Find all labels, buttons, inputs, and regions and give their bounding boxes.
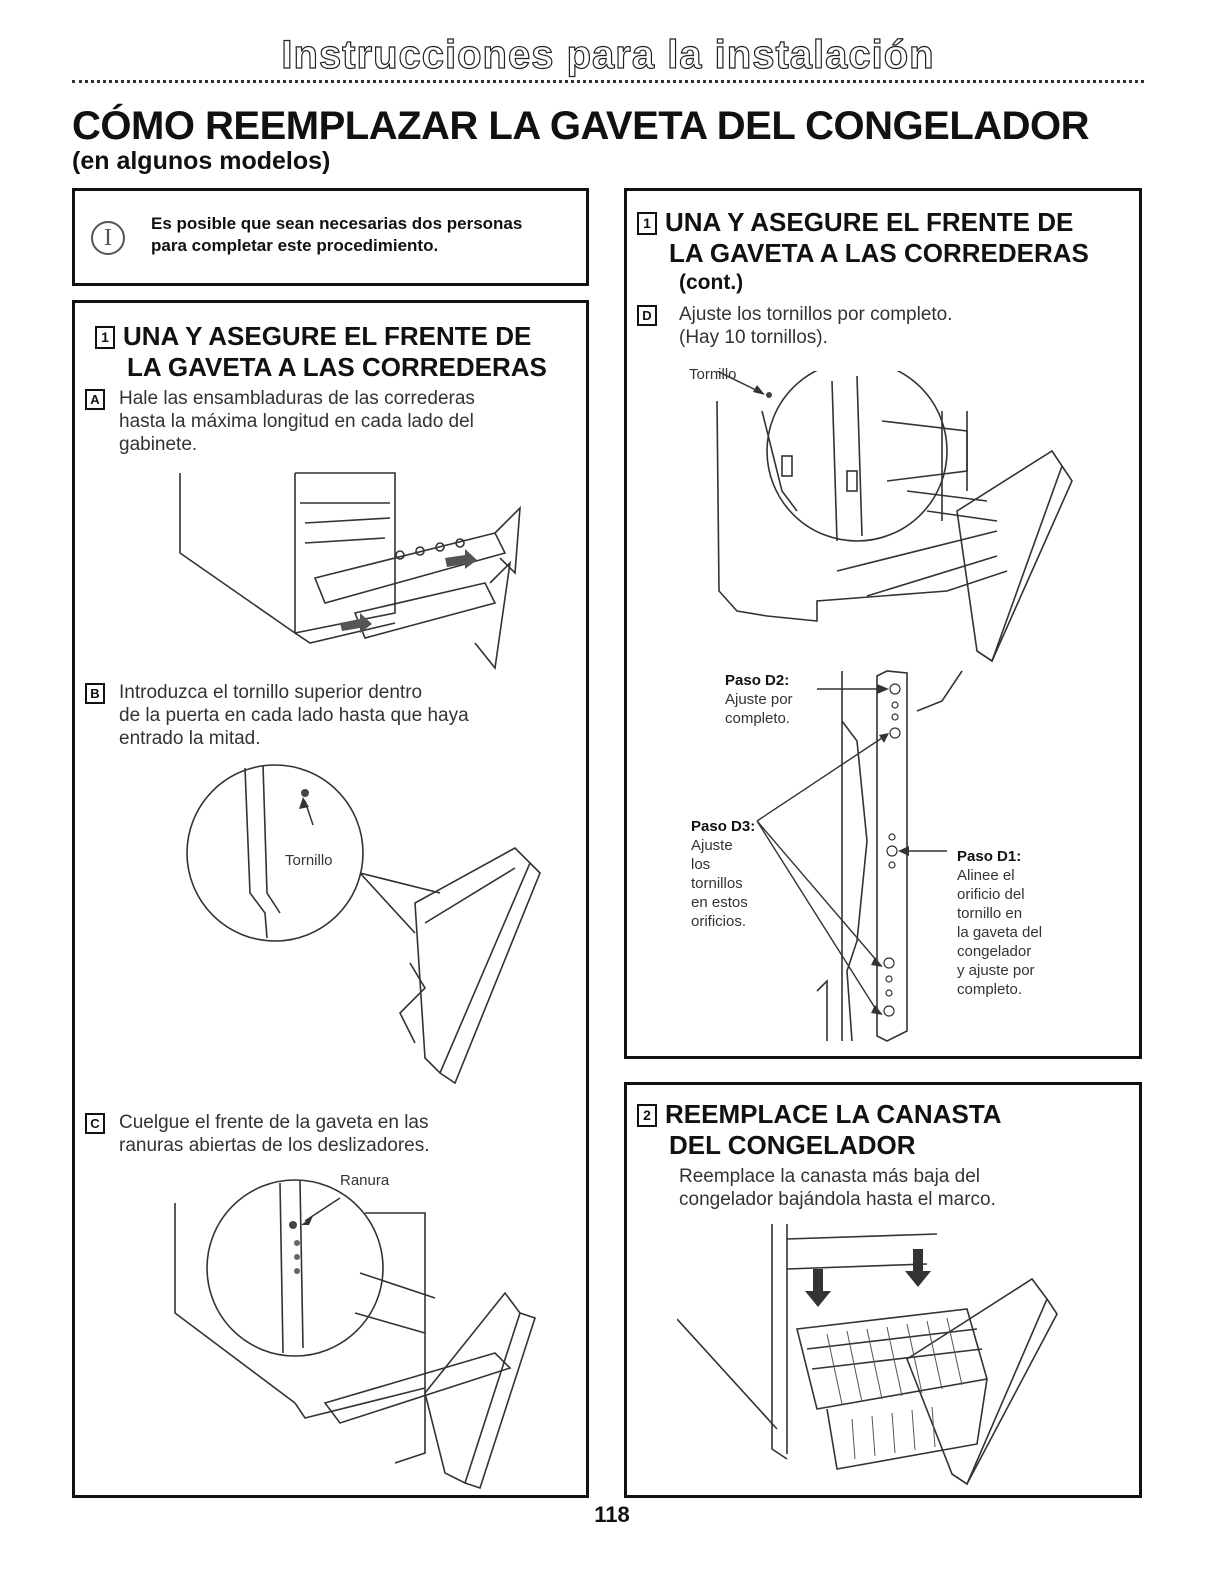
step-d1-line-1: Alinee el bbox=[957, 867, 1015, 884]
step-letter-b: B bbox=[85, 683, 105, 704]
page-title: CÓMO REEMPLAZAR LA GAVETA DEL CONGELADOR bbox=[72, 104, 1090, 148]
note-box bbox=[72, 188, 589, 286]
section-number-badge: 1 bbox=[637, 212, 657, 235]
freezer-basket-illustration bbox=[677, 1219, 1097, 1491]
page-subtitle: (en algunos modelos) bbox=[72, 147, 331, 175]
section-1-cont-box bbox=[624, 188, 1142, 1059]
note-text bbox=[151, 213, 581, 257]
page-header: Instrucciones para la instalación bbox=[281, 33, 935, 77]
step-d3-line-1: Ajuste bbox=[691, 837, 733, 854]
section-number-badge: 2 bbox=[637, 1104, 657, 1127]
section-2-box bbox=[624, 1082, 1142, 1498]
step-d2-label bbox=[725, 671, 793, 728]
step-d1-line-6: y ajuste por bbox=[957, 962, 1035, 979]
section-1-cont-title-line-1: UNA Y ASEGURE EL FRENTE DE bbox=[665, 207, 1074, 237]
step-d1-line-7: completo. bbox=[957, 981, 1023, 998]
step-d3-label bbox=[691, 817, 755, 931]
section-2-line-2: congelador bajándola hasta el marco. bbox=[679, 1189, 996, 1210]
step-d3-line-2: los bbox=[691, 856, 711, 873]
section-2-title bbox=[637, 1099, 1002, 1161]
step-d2-title: Paso D2: bbox=[725, 672, 790, 689]
step-d1-line-3: tornillo en bbox=[957, 905, 1023, 922]
step-a-line-1: Hale las ensambladuras de las correderas bbox=[119, 388, 475, 409]
section-1-cont-title-line-2: LA GAVETA A LAS CORREDERAS bbox=[669, 238, 1089, 268]
section-1-box bbox=[72, 300, 589, 1498]
step-d-line-2: (Hay 10 tornillos). bbox=[679, 327, 828, 348]
page-number: 118 bbox=[594, 1502, 630, 1527]
tighten-screws-illustration bbox=[707, 371, 1127, 671]
step-d2-line-1: Ajuste por bbox=[725, 691, 793, 708]
step-b-line-1: Introduzca el tornillo superior dentro bbox=[119, 682, 423, 703]
section-2-title-line-1: REEMPLACE LA CANASTA bbox=[665, 1099, 1002, 1129]
section-1-title-line-2: LA GAVETA A LAS CORREDERAS bbox=[127, 352, 547, 382]
step-d3-line-3: tornillos bbox=[691, 875, 743, 892]
slide-assembly-illustration bbox=[165, 463, 545, 673]
step-d3-line-4: en estos bbox=[691, 894, 748, 911]
step-letter-d: D bbox=[637, 305, 657, 326]
header-rule bbox=[72, 80, 1144, 86]
step-b-line-3: entrado la mitad. bbox=[119, 728, 261, 749]
section-1-cont-title bbox=[637, 207, 1089, 269]
step-d2-line-2: completo. bbox=[725, 710, 791, 727]
note-line-2: para completar este procedimiento. bbox=[151, 236, 439, 255]
section-1-title-line-1: UNA Y ASEGURE EL FRENTE DE bbox=[123, 321, 532, 351]
step-b-line-2: de la puerta en cada lado hasta que haya bbox=[119, 705, 469, 726]
step-letter-a: A bbox=[85, 389, 105, 410]
section-2-text bbox=[679, 1165, 1139, 1211]
cont-label: (cont.) bbox=[679, 271, 744, 294]
section-2-title-line-2: DEL CONGELADOR bbox=[669, 1130, 916, 1160]
screw-label-d: Tornillo bbox=[689, 366, 737, 383]
step-c-line-2: ranuras abiertas de los deslizadores. bbox=[119, 1135, 430, 1156]
section-1-title bbox=[95, 321, 547, 383]
screw-label: Tornillo bbox=[285, 852, 333, 869]
note-line-1: Es posible que sean necesarias dos personas bbox=[151, 214, 523, 233]
step-d-line-1: Ajuste los tornillos por completo. bbox=[679, 304, 953, 325]
step-a-line-3: gabinete. bbox=[119, 434, 198, 455]
step-d1-line-5: congelador bbox=[957, 943, 1032, 960]
step-d1-line-4: la gaveta del bbox=[957, 924, 1043, 941]
step-d1-title: Paso D1: bbox=[957, 848, 1022, 865]
step-d1-label bbox=[957, 847, 1042, 999]
door-screw-illustration bbox=[185, 753, 565, 1103]
section-2-line-1: Reemplace la canasta más baja del bbox=[679, 1166, 981, 1187]
step-d3-title: Paso D3: bbox=[691, 818, 756, 835]
slot-label: Ranura bbox=[340, 1172, 390, 1189]
section-number-badge: 1 bbox=[95, 326, 115, 349]
step-d1-line-2: orificio del bbox=[957, 886, 1025, 903]
step-d3-line-5: orificios. bbox=[691, 913, 747, 930]
step-c-line-1: Cuelgue el frente de la gaveta en las bbox=[119, 1112, 429, 1133]
step-a-line-2: hasta la máxima longitud en cada lado del bbox=[119, 411, 474, 432]
info-icon: I bbox=[91, 221, 125, 255]
hang-drawer-illustration bbox=[165, 1173, 565, 1493]
step-letter-c: C bbox=[85, 1113, 105, 1134]
